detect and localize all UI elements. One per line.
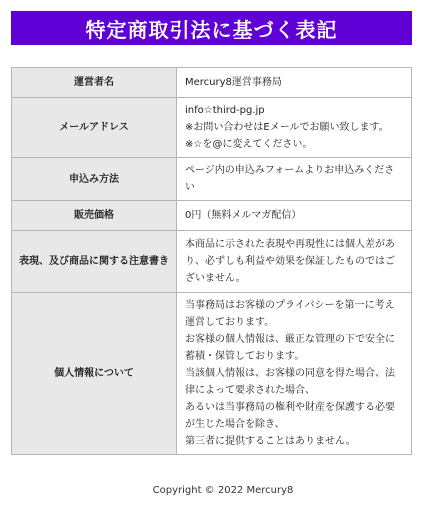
row-label: 表現、及び商品に関する注意書き [12,231,177,293]
footer-copyright: Copyright © 2022 Mercury8 [152,485,294,496]
page-title: 特定商取引法に基づく表記 [11,11,412,45]
table-row [12,98,412,158]
row-value [177,231,412,293]
table-row [12,293,412,455]
row-value [177,293,412,455]
value-line: 当該個人情報は、お客様の同意を得た場合、法律によって要求された場合、 [185,368,395,396]
table-row [12,231,412,293]
value-line: ※☆を@に変えてください。 [185,139,313,150]
value-line: ページ内の申込みフォームよりお申込みください [185,165,395,193]
table-row [12,158,412,201]
value-line: Mercury8運営事務局 [185,77,282,88]
value-line: あるいは当事務局の権利や財産を保護する必要が生じた場合を除き、 [185,402,395,430]
value-line: ※お問い合わせはEメールでお願い致します。 [185,122,389,133]
row-value [177,201,412,231]
value-line: info☆third-pg.jp [185,105,265,116]
value-line: 第三者に提供することはありません。 [185,436,356,447]
row-label: 運営者名 [12,68,177,98]
table-row [12,201,412,231]
row-label: 申込み方法 [12,158,177,201]
row-value [177,158,412,201]
row-label: メールアドレス [12,98,177,158]
row-label: 個人情報について [12,293,177,455]
row-value [177,98,412,158]
value-line: お客様の個人情報は、厳正な管理の下で安全に蓄積・保管しております。 [185,334,395,362]
value-line: 当事務局はお客様のプライバシーを第一に考え運営しております。 [185,300,395,328]
row-value [177,68,412,98]
table-row [12,68,412,98]
legal-info-table [11,67,412,455]
row-label: 販売価格 [12,201,177,231]
value-line: 本商品に示された表現や再現性には個人差があり、必ずしも利益や効果を保証したものではございません。 [185,239,395,284]
value-line: 0円（無料メルマガ配信） [185,210,302,221]
